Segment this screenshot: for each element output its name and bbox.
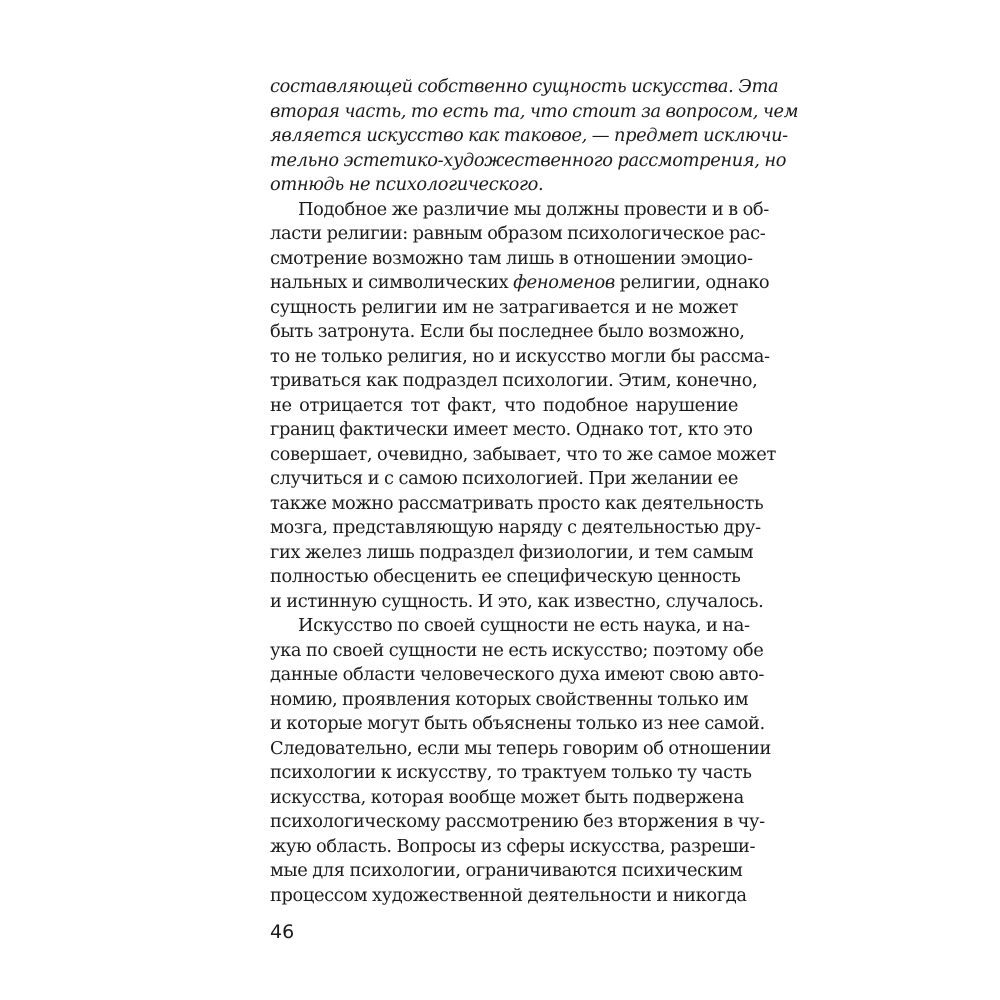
text-line [270, 516, 761, 541]
text-segment: то не только религия, но и искусство могли бы рассма- [270, 345, 770, 367]
text-segment: Подобное же различие мы должны провести и в об- [298, 198, 769, 220]
text-line [270, 614, 750, 639]
text-line [270, 467, 738, 492]
text-line [270, 712, 765, 737]
text-line [270, 663, 765, 688]
italic-text: является искусство как таковое, — предмет исключи- [270, 125, 788, 146]
paragraph-1 [270, 75, 799, 198]
text-line [270, 296, 738, 321]
text-line [270, 345, 770, 370]
text-segment: психологическому рассмотрению без вторжения в чу- [270, 811, 765, 832]
text-segment: сущность религии им не затрагивается и не может [270, 296, 738, 318]
text-segment: полностью обесценить ее специфическую ценность [270, 566, 741, 587]
text-line [270, 688, 749, 713]
text-line [270, 124, 788, 149]
text-segment: искусства, которая вообще может быть подвержена [270, 786, 744, 808]
text-line [270, 394, 738, 419]
text-segment: границ фактически имеет место. Однако тот, кто это [270, 419, 753, 440]
text-segment: и которые могут быть объяснены только из нее самой. [270, 713, 765, 734]
text-segment: и истинную сущность. И это, как известно, случалось. [270, 590, 764, 612]
text-line [270, 859, 743, 884]
text-segment: мые для психологии, ограничиваются психическим [270, 860, 743, 881]
text-segment: нальных и символических [270, 272, 514, 293]
text-line [270, 492, 764, 517]
text-segment: Искусство по своей сущности не есть наука, и на- [298, 615, 750, 636]
italic-text: составляющей собственно сущность искусства. Эта [270, 76, 779, 97]
italic-text: тельно эстетико-художественного рассмотрения, но [270, 149, 787, 171]
page-body [270, 75, 799, 908]
text-line [270, 271, 770, 296]
text-segment: процессом художественной деятельности и никогда [270, 884, 747, 906]
text-segment: триваться как подраздел психологии. Этим, конечно, [270, 370, 758, 391]
text-segment: психологии к искусству, то трактуем только ту часть [270, 762, 752, 783]
text-segment: номию, проявления которых свойственны только им [270, 688, 749, 710]
text-segment: гих желез лишь подраздел физиологии, и тем самым [270, 541, 754, 563]
text-line [270, 247, 753, 272]
text-line [270, 222, 766, 247]
text-segment: не отрицается тот факт, что подобное нарушение [270, 394, 738, 416]
text-line [270, 737, 771, 762]
text-line [270, 884, 747, 909]
italic-text: отнюдь не психологического. [270, 174, 544, 195]
text-segment: быть затронута. Если бы последнее было возможно, [270, 321, 745, 342]
text-line [270, 590, 764, 615]
text-line [270, 810, 765, 835]
text-segment: также можно рассматривать просто как деятельность [270, 492, 764, 514]
italic-text: вторая часть, то есть та, что стоит за вопросом, чем [270, 100, 799, 122]
text-line [270, 369, 758, 394]
text-segment: смотрение возможно там лишь в отношении эмоцио- [270, 247, 753, 269]
text-line [270, 443, 776, 468]
text-line [270, 149, 787, 174]
text-segment: данные области человеческого духа имеют свою авто- [270, 664, 765, 685]
text-line [270, 639, 764, 664]
text-line [270, 835, 756, 860]
text-line [270, 198, 769, 223]
text-segment: ука по своей сущности не есть искусство; поэтому обе [270, 639, 764, 661]
paragraph-3 [270, 614, 771, 908]
text-line [270, 786, 744, 811]
text-segment: случиться и с самою психологией. При желании ее [270, 468, 738, 489]
text-segment: Следовательно, если мы теперь говорим об отношении [270, 737, 771, 759]
page-number: 46 [270, 921, 295, 943]
text-line [270, 75, 779, 100]
paragraph-2 [270, 198, 776, 615]
text-segment: жую область. Вопросы из сферы искусства, разреши- [270, 835, 756, 857]
text-segment: совершает, очевидно, забывает, что то же самое может [270, 443, 776, 465]
text-line [270, 173, 738, 198]
text-line [270, 565, 741, 590]
text-segment: религии, однако [614, 272, 770, 293]
italic-text: феноменов [513, 272, 615, 293]
text-line [270, 541, 754, 566]
text-segment: ласти религии: равным образом психологическое рас- [270, 223, 766, 244]
text-line [270, 100, 799, 125]
text-segment: мозга, представляющую наряду с деятельностью дру- [270, 517, 761, 538]
text-line [270, 320, 745, 345]
text-line [270, 761, 752, 786]
text-line [270, 418, 753, 443]
